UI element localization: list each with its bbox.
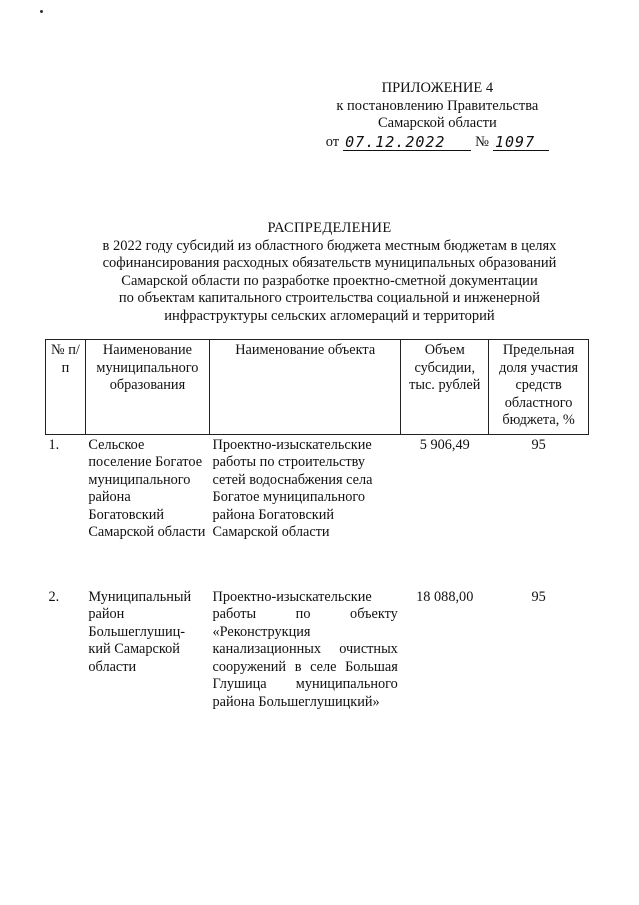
- table-header-row: [46, 340, 589, 435]
- handwritten-number: 1097: [493, 134, 549, 151]
- heading-line-2: софинансирования расходных обязательств муниципальных образований: [102, 255, 557, 272]
- row-subsidy: 18 088,00: [416, 588, 474, 605]
- row-share: 95: [531, 588, 546, 605]
- heading-line-5: инфраструктуры сельских агломераций и территорий: [164, 307, 495, 324]
- row-municipality: Муниципальный район Большеглушиц-кий Самарской области: [88, 588, 192, 675]
- document-heading: [60, 220, 599, 326]
- heading-line-1: в 2022 году субсидий из областного бюджета местным бюджетам в целях: [102, 237, 557, 254]
- row-object: Проектно-изыскательские работы по строительству сетей водоснабжения села Богатое муниципального района Богатовский Самарской области: [212, 436, 373, 540]
- from-label: от: [325, 133, 340, 150]
- appendix-line-1: к постановлению Правительства: [336, 97, 539, 114]
- table-row: [46, 587, 589, 714]
- appendix-title: ПРИЛОЖЕНИЕ 4: [381, 80, 494, 96]
- header-municipality: Наименование муниципального образования: [85, 340, 209, 435]
- row-num: 1.: [48, 436, 60, 453]
- row-subsidy: 5 906,49: [419, 436, 470, 453]
- number-label: №: [475, 133, 489, 150]
- header-object: Наименование объекта: [210, 340, 401, 435]
- distribution-table: [45, 339, 589, 713]
- document-title: РАСПРЕДЕЛЕНИЕ: [267, 220, 392, 236]
- row-share: 95: [531, 436, 546, 453]
- header-share: Предельная доля участия средств областного бюджета, %: [489, 340, 589, 435]
- heading-line-4: по объектам капитального строительства социальной и инженерной: [118, 290, 541, 307]
- row-object: Проектно-изыскательские работы по объекту «Реконструкция канализационных очистных сооружений в селе Большая Глушица муниципального района Большеглушицкий»: [212, 588, 398, 710]
- handwritten-date: 07.12.2022: [343, 134, 471, 151]
- table-row: [46, 434, 589, 587]
- appendix-block: [326, 80, 549, 151]
- appendix-date-row: [326, 134, 549, 152]
- appendix-line-2: Самарской области: [378, 115, 497, 131]
- row-municipality: Сельское поселение Богатое муниципального района Богатовский Самарской области: [88, 436, 206, 540]
- row-num: 2.: [48, 588, 60, 605]
- scan-mark: [40, 10, 43, 13]
- heading-line-3: Самарской области по разработке проектно-сметной документации: [121, 272, 538, 289]
- header-num: № п/п: [46, 340, 86, 435]
- header-subsidy: Объем субсидии, тыс. рублей: [401, 340, 489, 435]
